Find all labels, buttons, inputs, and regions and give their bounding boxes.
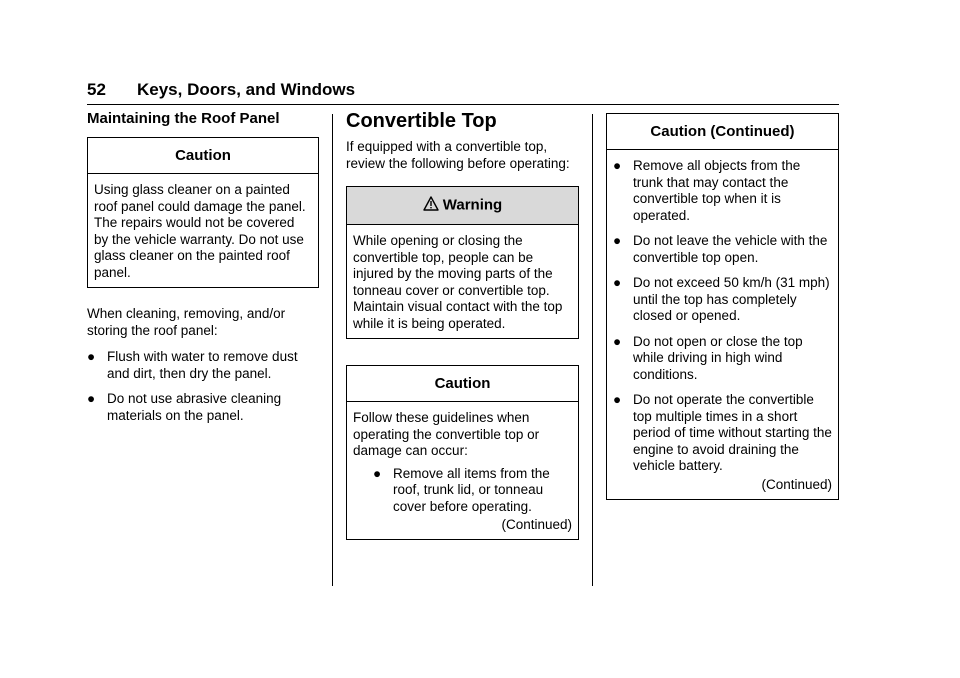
column-1 (87, 110, 319, 433)
caution-text: Follow these guidelines when operating the convertible top or damage can occur: (353, 410, 540, 458)
warning-title: Warning (442, 196, 503, 214)
bullet-icon: ● (613, 333, 622, 349)
column-2 (346, 110, 579, 540)
list-item: ● Remove all items from the roof, trunk lid, or tonneau cover before operating. (373, 465, 550, 514)
bullet-icon: ● (613, 233, 622, 248)
list-item: ● Do not operate the convertible top multiple times in a short period of time without starting the engine to avoid draining the vehicle battery. (613, 392, 832, 473)
warning-text: While opening or closing the convertible top, people can be injured by the moving parts of the tonneau cover or convertible top. Maintain visual contact with the top while it is being operated. (353, 233, 563, 331)
chapter-title: Keys, Doors, and Windows (137, 80, 356, 99)
caution-title: Caution (347, 366, 578, 402)
roof-intro-text: When cleaning, removing, and/or storing the roof panel: (87, 306, 286, 338)
caution-body (347, 402, 578, 539)
continued-label: (Continued) (761, 476, 832, 492)
roof-bullet-list (87, 349, 319, 424)
warning-box (346, 186, 579, 339)
column-3 (606, 113, 839, 500)
bullet-icon: ● (613, 275, 622, 290)
list-item: ● Remove all objects from the trunk that may contact the convertible top when it is operated. (613, 158, 801, 223)
section-heading-convertible-top: Convertible Top (346, 110, 497, 132)
caution-text: Using glass cleaner on a painted roof panel could damage the panel. The repairs would not be covered by the vehicle warranty. Do not use glass cleaner on the painted roof panel. (94, 182, 306, 280)
list-item: ● Do not use abrasive cleaning materials on the panel. (87, 391, 282, 423)
warning-body (347, 225, 578, 338)
list-item: ● Do not exceed 50 km/h (31 mph) until the top has completely closed or opened. (613, 275, 830, 323)
column-divider (332, 114, 333, 586)
warning-triangle-icon (423, 196, 439, 215)
caution-body (607, 150, 838, 499)
caution-bullet-list (613, 158, 832, 475)
continued-label: (Continued) (501, 517, 572, 532)
list-item: ● Do not open or close the top while driving in high wind conditions. (613, 333, 803, 382)
warning-header (347, 187, 578, 225)
page-header (87, 80, 839, 105)
page-number: 52 (87, 80, 106, 99)
column-divider (592, 114, 593, 586)
caution-box-convertible (346, 365, 579, 540)
list-item: ● Do not leave the vehicle with the convertible top open. (613, 233, 828, 265)
caution-bullet-list (353, 466, 572, 516)
caution-title: Caution (Continued) (607, 114, 838, 150)
list-item: ● Flush with water to remove dust and dirt, then dry the panel. (87, 349, 298, 381)
caution-box-roof (87, 137, 319, 288)
caution-box-continued (606, 113, 839, 500)
bullet-icon: ● (87, 349, 96, 364)
caution-body (88, 174, 318, 287)
bullet-icon: ● (613, 158, 622, 173)
caution-title: Caution (88, 138, 318, 174)
bullet-icon: ● (373, 465, 382, 481)
section-heading-roof-panel: Maintaining the Roof Panel (87, 110, 280, 127)
bullet-icon: ● (613, 392, 622, 407)
convertible-intro-text: If equipped with a convertible top, review the following before operating: (346, 139, 570, 171)
bullet-icon: ● (87, 391, 96, 406)
